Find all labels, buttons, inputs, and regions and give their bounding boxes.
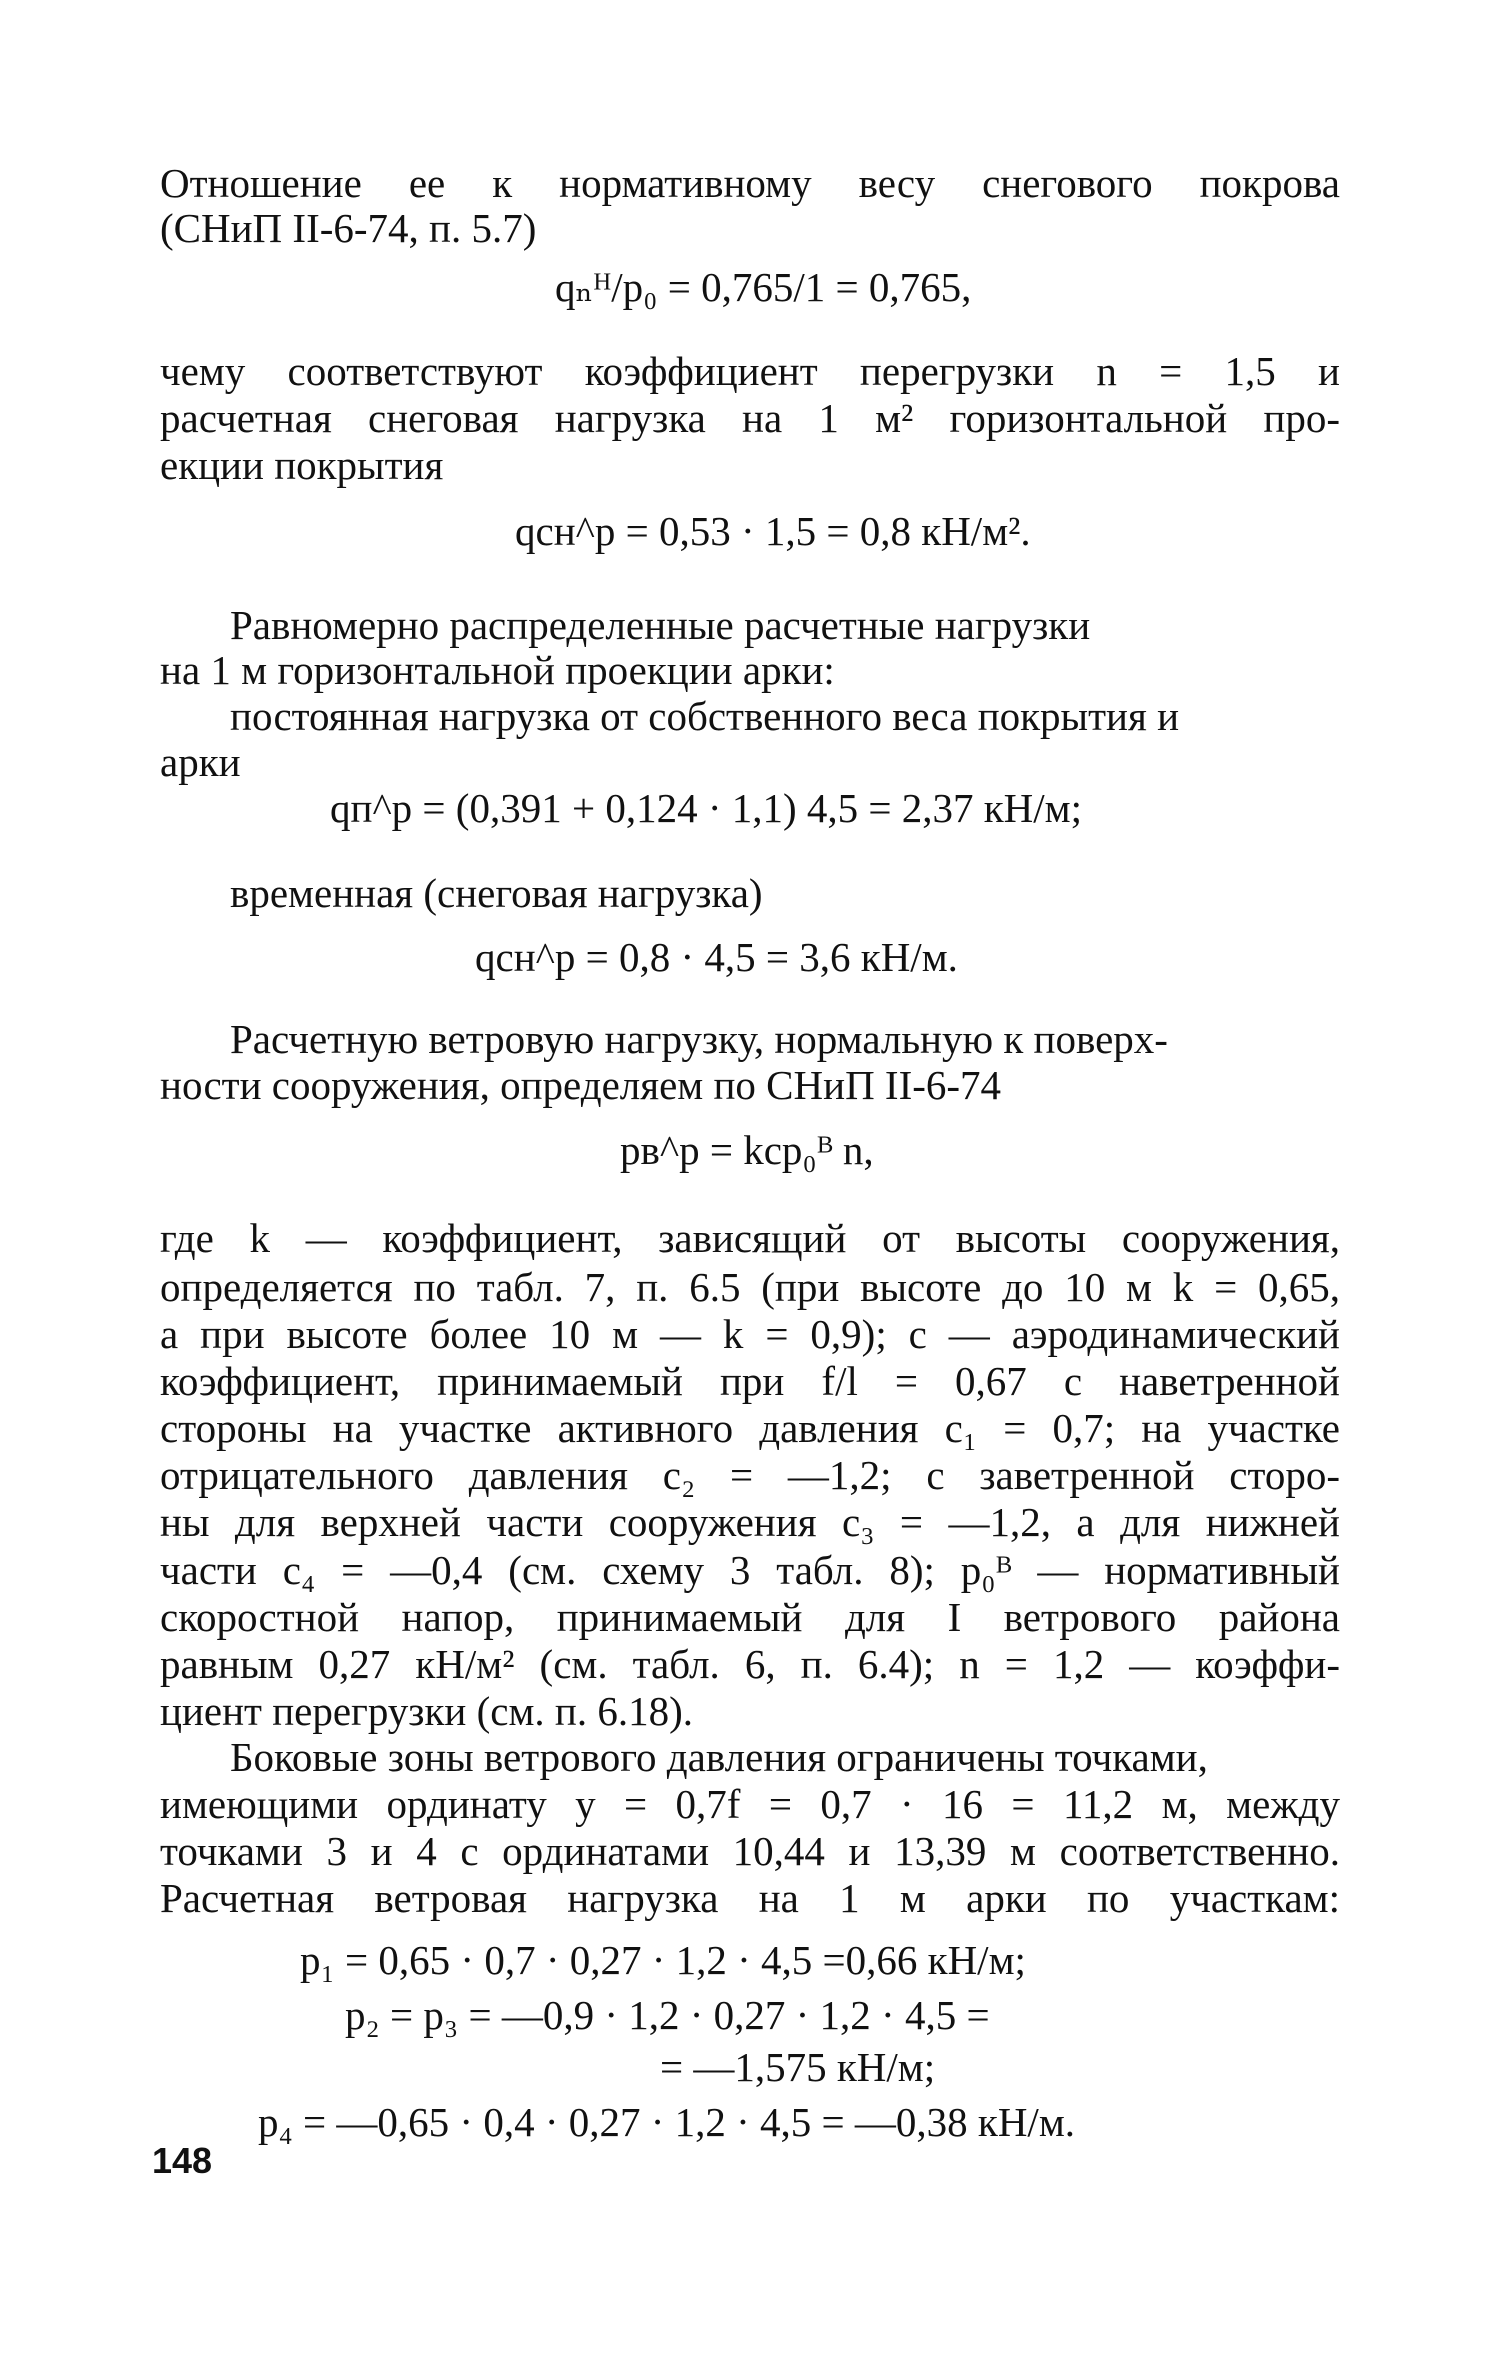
page-number: 148: [152, 2140, 213, 2181]
text-line: коэффициент, принимаемый при f/l = 0,67 с наветренной: [160, 1358, 1340, 1404]
text-line: Отношение ее к нормативному весу снегового покрова: [160, 160, 1340, 206]
text-line: временная (снеговая нагрузка): [230, 870, 763, 916]
formula: qсн^р = 0,8 · 4,5 = 3,6 кН/м.: [475, 934, 958, 980]
text-line: Равномерно распределенные расчетные нагрузки: [230, 602, 1091, 648]
text-line: имеющими ординату y = 0,7f = 0,7 · 16 = 11,2 м, между: [160, 1781, 1340, 1827]
formula: p₄ = —0,65 · 0,4 · 0,27 · 1,2 · 4,5 = —0,38 кН/м.: [258, 2099, 1076, 2145]
text-line: арки: [160, 739, 241, 785]
text-line: на 1 м горизонтальной проекции арки:: [160, 647, 835, 693]
formula: = —1,575 кН/м;: [660, 2044, 936, 2090]
formula: qсн^р = 0,53 · 1,5 = 0,8 кН/м².: [515, 508, 1031, 554]
text-line: чему соответствуют коэффициент перегрузки n = 1,5 и: [160, 348, 1340, 394]
formula: pв^р = kcp₀ᴮ n,: [620, 1127, 874, 1173]
text-line: расчетная снеговая нагрузка на 1 м² горизонтальной про-: [160, 395, 1340, 441]
text-line: точками 3 и 4 с ординатами 10,44 и 13,39 м соответственно.: [160, 1828, 1340, 1874]
text-line: Расчетную ветровую нагрузку, нормальную к поверх-: [230, 1016, 1168, 1062]
text-line: определяется по табл. 7, п. 6.5 (при высоте до 10 м k = 0,65,: [160, 1264, 1340, 1310]
text-line: (СНиП II-6-74, п. 5.7): [160, 205, 537, 251]
text-line: стороны на участке активного давления c₁ = 0,7; на участке: [160, 1405, 1340, 1451]
text-line: части c₄ = —0,4 (см. схему 3 табл. 8); p₀ᴮ — нормативный: [160, 1547, 1340, 1593]
text-line: где k — коэффициент, зависящий от высоты сооружения,: [160, 1215, 1340, 1261]
formula: p₁ = 0,65 · 0,7 · 0,27 · 1,2 · 4,5 =0,66 кН/м;: [300, 1937, 1026, 1983]
formula: p₂ = p₃ = —0,9 · 1,2 · 0,27 · 1,2 · 4,5 =: [345, 1992, 990, 2038]
formula: qₙᴴ/p₀ = 0,765/1 = 0,765,: [555, 264, 972, 310]
text-line: постоянная нагрузка от собственного веса покрытия и: [230, 693, 1180, 739]
text-line: ны для верхней части сооружения c₃ = —1,2, а для нижней: [160, 1499, 1340, 1545]
text-line: равным 0,27 кН/м² (см. табл. 6, п. 6.4); n = 1,2 — коэффи-: [160, 1641, 1340, 1687]
text-line: Боковые зоны ветрового давления ограничены точками,: [230, 1734, 1208, 1780]
text-line: отрицательного давления c₂ = —1,2; с заветренной сторо-: [160, 1452, 1340, 1498]
text-line: Расчетная ветровая нагрузка на 1 м арки по участкам:: [160, 1875, 1340, 1921]
formula: qп^р = (0,391 + 0,124 · 1,1) 4,5 = 2,37 кН/м;: [330, 785, 1083, 831]
text-line: а при высоте более 10 м — k = 0,9); c — аэродинамический: [160, 1311, 1340, 1357]
text-line: ности сооружения, определяем по СНиП II-6-74: [160, 1062, 1002, 1108]
text-line: циент перегрузки (см. п. 6.18).: [160, 1688, 693, 1734]
text-line: екции покрытия: [160, 442, 444, 488]
text-line: скоростной напор, принимаемый для I ветрового района: [160, 1594, 1340, 1640]
